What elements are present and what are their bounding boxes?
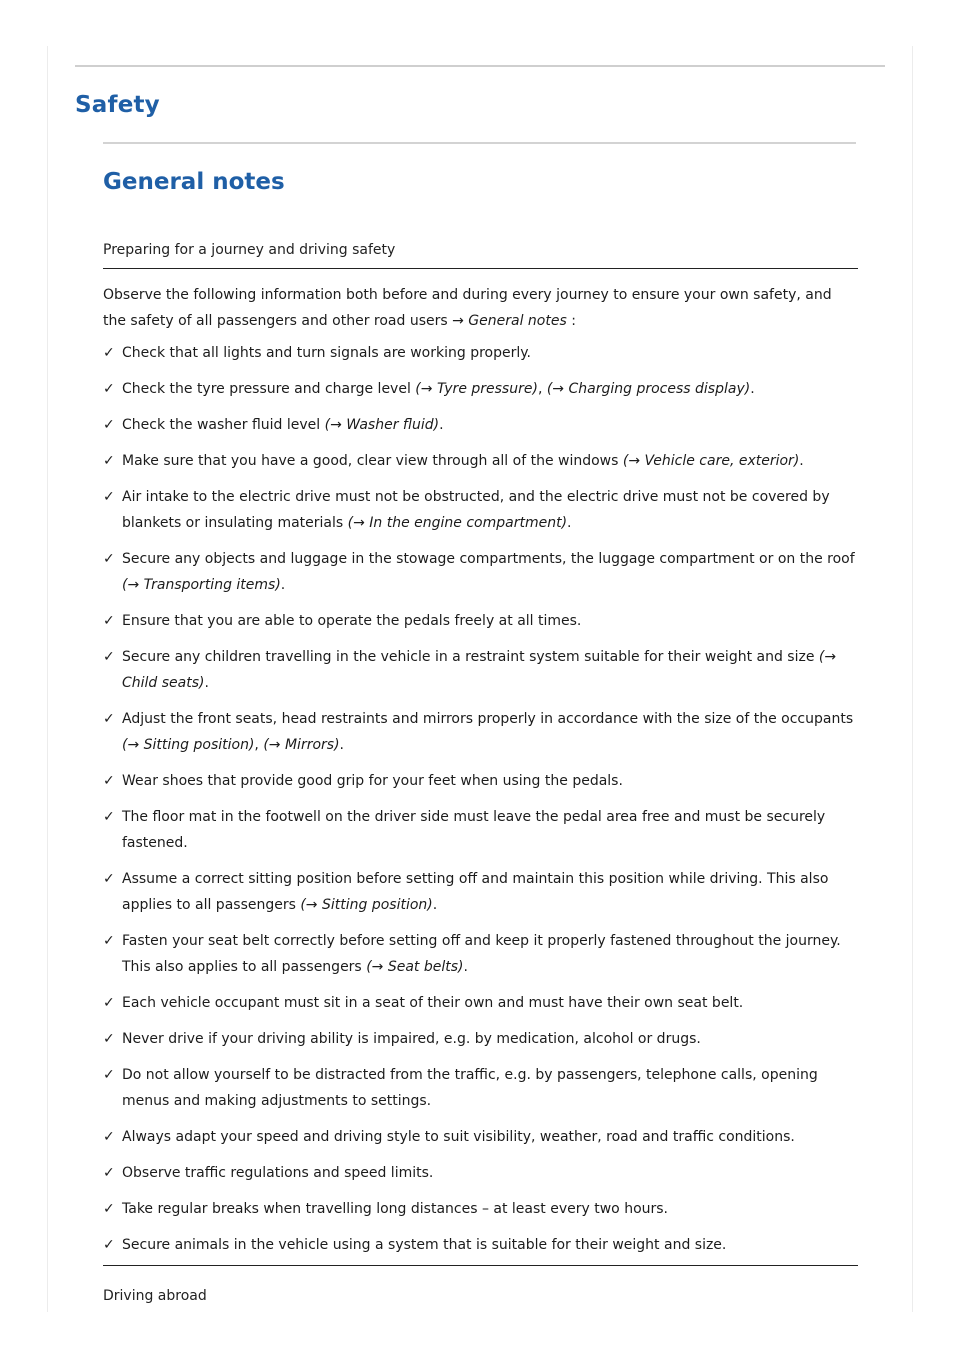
intro-tail: :	[566, 313, 576, 329]
page-border-left	[47, 46, 48, 1312]
checklist-item	[103, 546, 858, 598]
checklist-item-tail: .	[439, 417, 444, 433]
check-icon: ✓	[103, 417, 115, 433]
checklist	[103, 340, 858, 1268]
check-icon: ✓	[103, 489, 115, 505]
checklist-item	[103, 1062, 858, 1114]
checklist-item-text: The floor mat in the footwell on the driver side must leave the pedal area free and must be securely fastened.	[122, 809, 826, 851]
checklist-item	[103, 990, 858, 1016]
check-icon: ✓	[103, 381, 115, 397]
checklist-item-text: Always adapt your speed and driving style to suit visibility, weather, road and traffic conditions.	[122, 1129, 795, 1145]
header-rule	[75, 65, 885, 67]
check-icon: ✓	[103, 1067, 115, 1083]
checklist-item-tail: .	[280, 577, 286, 593]
checklist-item	[103, 866, 858, 918]
check-icon: ✓	[103, 871, 115, 887]
check-icon: ✓	[103, 773, 115, 789]
checklist-item	[103, 1160, 858, 1186]
subsection-rule	[103, 268, 858, 269]
checklist-item	[103, 1026, 858, 1052]
check-icon: ✓	[103, 933, 115, 949]
check-icon: ✓	[103, 711, 115, 727]
check-icon: ✓	[103, 1031, 115, 1047]
check-icon: ✓	[103, 1201, 115, 1217]
checklist-item-text: Check that all lights and turn signals are working properly.	[122, 345, 531, 361]
checklist-item-tail: .	[750, 381, 755, 397]
checklist-item-text: Air intake to the electric drive must not be obstructed, and the electric drive must not be covered by blankets or insulating materials	[122, 489, 830, 531]
checklist-item-tail: .	[463, 959, 468, 975]
checklist-item-text: Ensure that you are able to operate the pedals freely at all times.	[122, 613, 582, 629]
cross-reference-link[interactable]: (→ Vehicle care, exterior)	[622, 453, 800, 469]
list-end-rule	[103, 1265, 858, 1266]
checklist-item-text: Take regular breaks when travelling long distances – at least every two hours.	[122, 1201, 669, 1217]
ref-separator: ,	[537, 381, 547, 397]
checklist-item	[103, 928, 858, 980]
intro-paragraph	[103, 282, 858, 334]
check-icon: ✓	[103, 995, 115, 1011]
checklist-item-text: Check the tyre pressure and charge level	[122, 381, 416, 397]
checklist-item-text: Do not allow yourself to be distracted from the traffic, e.g. by passengers, telephone calls, opening menus and making adjustments to settings.	[122, 1067, 818, 1109]
checklist-item	[103, 1232, 858, 1258]
checklist-item	[103, 1124, 858, 1150]
checklist-item-text: Wear shoes that provide good grip for your feet when using the pedals.	[122, 773, 623, 789]
cross-reference-link[interactable]: (→ Sitting position)	[122, 737, 255, 753]
checklist-item-text: Secure any children travelling in the vehicle in a restraint system suitable for their weight and size	[122, 649, 819, 665]
checklist-item-text: Fasten your seat belt correctly before setting off and keep it properly fastened throughout the journey. This also applies to all passengers	[122, 933, 841, 975]
cross-reference-link[interactable]: (→ Seat belts)	[366, 959, 464, 975]
subsection-heading: Preparing for a journey and driving safety	[103, 242, 396, 258]
checklist-item-text: Secure any objects and luggage in the stowage compartments, the luggage compartment or on the roof	[122, 551, 855, 567]
check-icon: ✓	[103, 1165, 115, 1181]
page-border-right	[912, 46, 913, 1312]
cross-reference-link[interactable]: (→ Mirrors)	[263, 737, 340, 753]
checklist-item-text: Never drive if your driving ability is impaired, e.g. by medication, alcohol or drugs.	[122, 1031, 701, 1047]
checklist-item	[103, 376, 858, 402]
check-icon: ✓	[103, 649, 115, 665]
ref-separator: ,	[254, 737, 264, 753]
cross-reference-link[interactable]: (→ Child seats)	[122, 649, 837, 691]
checklist-item-text: Each vehicle occupant must sit in a seat of their own and must have their own seat belt.	[122, 995, 744, 1011]
intro-ref-link[interactable]: → General notes	[452, 313, 567, 329]
checklist-item	[103, 484, 858, 536]
checklist-item-text: Secure animals in the vehicle using a system that is suitable for their weight and size.	[122, 1237, 727, 1253]
checklist-item	[103, 340, 858, 366]
checklist-item-tail: .	[204, 675, 209, 691]
check-icon: ✓	[103, 613, 115, 629]
checklist-item	[103, 412, 858, 438]
checklist-item	[103, 644, 858, 696]
cross-reference-link[interactable]: (→ Transporting items)	[122, 577, 281, 593]
checklist-item-tail: .	[432, 897, 438, 913]
next-subsection-heading: Driving abroad	[103, 1288, 207, 1304]
checklist-item-text: Observe traffic regulations and speed limits.	[122, 1165, 434, 1181]
checklist-item-tail: .	[339, 737, 344, 753]
checklist-item	[103, 448, 858, 474]
checklist-item	[103, 768, 858, 794]
intro-text: Observe the following information both before and during every journey to ensure your own safety, and the safety of all passengers and other road users	[103, 287, 832, 329]
check-icon: ✓	[103, 453, 115, 469]
check-icon: ✓	[103, 345, 115, 361]
cross-reference-link[interactable]: (→ Washer fluid)	[324, 417, 440, 433]
checklist-item	[103, 608, 858, 634]
check-icon: ✓	[103, 1237, 115, 1253]
check-icon: ✓	[103, 551, 115, 567]
cross-reference-link[interactable]: (→ Tyre pressure)	[415, 381, 538, 397]
chapter-title: Safety	[75, 92, 160, 118]
check-icon: ✓	[103, 809, 115, 825]
section-title: General notes	[103, 169, 285, 195]
chapter-rule	[103, 142, 856, 144]
checklist-item-text: Make sure that you have a good, clear view through all of the windows	[122, 453, 623, 469]
checklist-item-text: Assume a correct sitting position before setting off and maintain this position while driving. This also applies to all passengers	[122, 871, 829, 913]
cross-reference-link[interactable]: (→ In the engine compartment)	[347, 515, 568, 531]
checklist-item-text: Check the washer fluid level	[122, 417, 325, 433]
checklist-item	[103, 1196, 858, 1222]
cross-reference-link[interactable]: (→ Sitting position)	[300, 897, 433, 913]
checklist-item	[103, 706, 858, 758]
checklist-item-tail: .	[567, 515, 572, 531]
checklist-item	[103, 804, 858, 856]
checklist-item-tail: .	[799, 453, 804, 469]
check-icon: ✓	[103, 1129, 115, 1145]
checklist-item-text: Adjust the front seats, head restraints and mirrors properly in accordance with the size of the occupants	[122, 711, 854, 727]
cross-reference-link[interactable]: (→ Charging process display)	[546, 381, 751, 397]
